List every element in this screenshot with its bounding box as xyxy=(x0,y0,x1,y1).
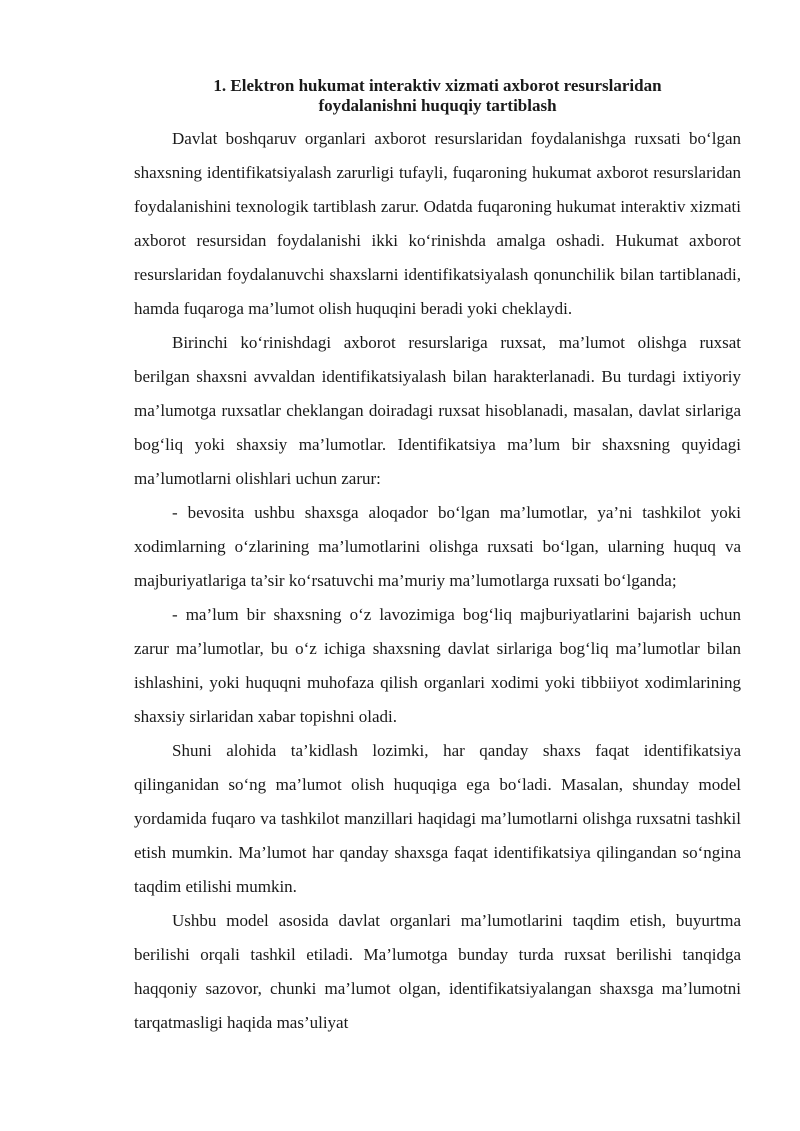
section-title xyxy=(134,76,741,116)
paragraph-4: Ushbu model asosida davlat organlari ma’lumotlarini taqdim etish, buyurtma berilishi orqali tashkil etiladi. Ma’lumotga bunday turda ruxsat berilishi tanqidga haqqoniy sazovor, chunki ma’lumot olgan, identifikatsiyalangan shaxsga ma’lumotni tarqatmasligi haqida mas’uliyat xyxy=(134,911,741,1032)
section-title-line-2: foydalanishni huquqiy tartiblash xyxy=(318,96,557,115)
section-title-line-1: 1. Elektron hukumat interaktiv xizmati axborot resurslaridan xyxy=(213,76,662,95)
paragraph-3: Shuni alohida ta’kidlash lozimki, har qanday shaxs faqat identifikatsiya qilinganidan so‘ng ma’lumot olish huquqiga ega bo‘ladi. Masalan, shunday model yordamida fuqaro va tashkilot manzillari haqidagi ma’lumotlarni olishga ruxsatni tashkil etish mumkin. Ma’lumot har qanday shaxsga faqat identifikatsiya qilingandan so‘ngina taqdim etilishi mumkin. xyxy=(134,741,741,896)
paragraph-1: Davlat boshqaruv organlari axborot resurslaridan foydalanishga ruxsati bo‘lgan shaxsning identifikatsiyalash zarurligi tufayli, fuqaroning hukumat axborot resurslaridan foydalanishini texnologik tartiblash zarur. Odatda fuqaroning hukumat interaktiv xizmati axborot resursidan foydalanishi ikki ko‘rinishda amalga oshadi. Hukumat axborot resurslaridan foydalanuvchi shaxslarni identifikatsiyalash qonunchilik bilan tartiblanadi, hamda fuqaroga ma’lumot olish huquqini beradi yoki cheklaydi. xyxy=(134,129,741,318)
list-item-2: - ma’lum bir shaxsning o‘z lavozimiga bog‘liq majburiyatlarini bajarish uchun zarur ma’lumotlar, bu o‘z ichiga shaxsning davlat sirlariga bog‘liq ma’lumotlar bilan ishlashini, yoki huquqni muhofaza qilish organlari xodimi yoki tibbiiyot xodimlarining shaxsiy sirlaridan xabar topishni oladi. xyxy=(134,605,741,726)
paragraph-2: Birinchi ko‘rinishdagi axborot resurslariga ruxsat, ma’lumot olishga ruxsat berilgan shaxsni avvaldan identifikatsiyalash bilan harakterlanadi. Bu turdagi ixtiyoriy ma’lumotga ruxsatlar cheklangan doiradagi ruxsat hisoblanadi, masalan, davlat sirlariga bog‘liq yoki shaxsiy ma’lumotlar. Identifikatsiya ma’lum bir shaxsning quyidagi ma’lumotlarni olishlari uchun zarur: xyxy=(134,333,741,488)
document-body xyxy=(134,76,741,1040)
list-item-1: - bevosita ushbu shaxsga aloqador bo‘lgan ma’lumotlar, ya’ni tashkilot yoki xodimlarning o‘zlarining ma’lumotlarini olishga ruxsati bo‘lgan, ularning huquq va majburiyatlariga ta’sir ko‘rsatuvchi ma’muriy ma’lumotlarga ruxsati bo‘lganda; xyxy=(134,503,741,590)
